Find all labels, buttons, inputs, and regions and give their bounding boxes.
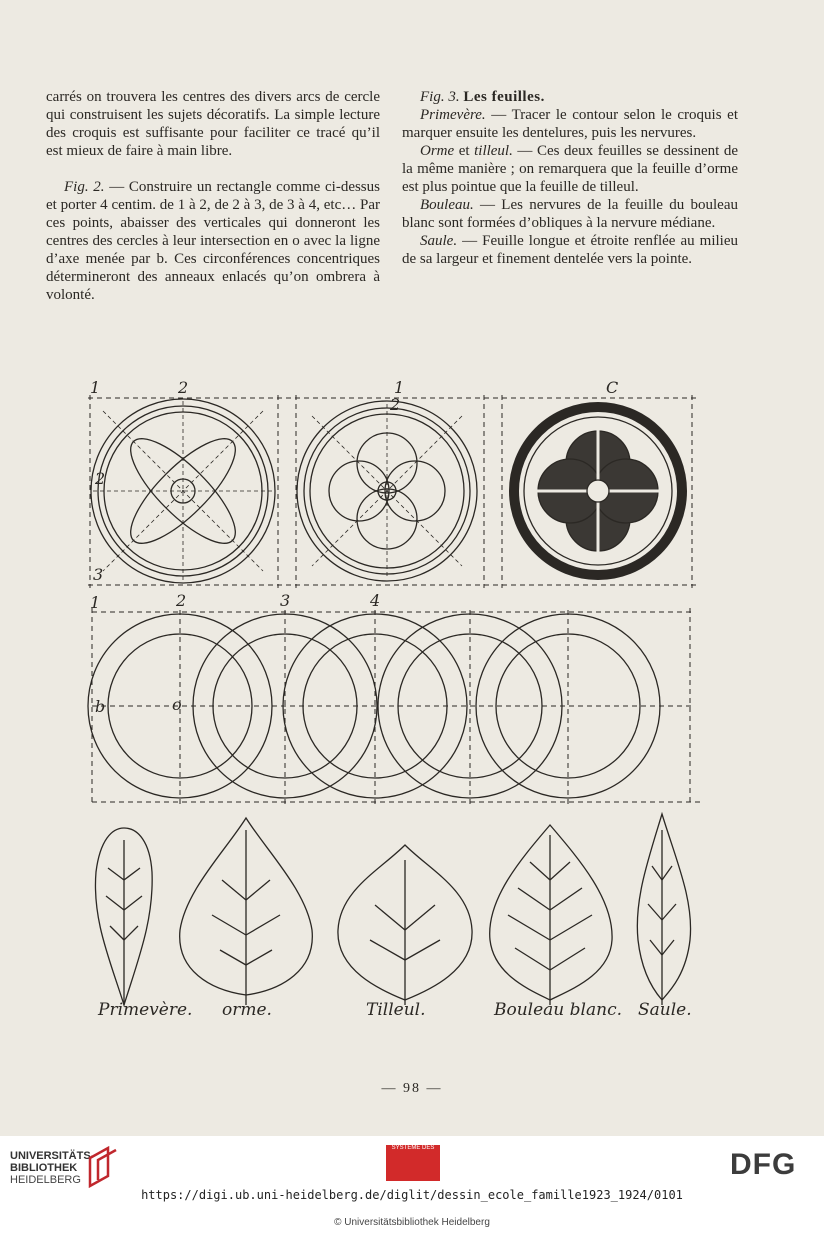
ring-label-b: b bbox=[95, 697, 106, 716]
ub-logo-line-2: BIBLIOTHEK bbox=[10, 1162, 78, 1174]
copyright-notice: © Universitätsbibliothek Heidelberg bbox=[334, 1217, 490, 1228]
ring-label-1: 1 bbox=[90, 593, 101, 612]
rosace3-label-c: C bbox=[606, 378, 619, 397]
rosace-1 bbox=[91, 399, 275, 583]
leaf-tilleul bbox=[338, 845, 472, 1005]
leaf-bouleau bbox=[490, 825, 612, 1005]
rosace2-label-1: 1 bbox=[394, 378, 405, 397]
fig3-title: Les feuilles. bbox=[463, 89, 545, 105]
footer-bar bbox=[0, 1136, 824, 1237]
caption-bouleau: Bouleau blanc. bbox=[494, 1000, 622, 1020]
ub-mark-icon bbox=[82, 1146, 124, 1188]
fig2-label: Fig. 2. bbox=[64, 179, 105, 195]
primevere-paragraph bbox=[402, 106, 738, 142]
saule-text: — Feuille longue et étroite renflée au milieu de sa largeur et finement dentelée vers la pointe. bbox=[402, 233, 738, 267]
orme-paragraph bbox=[402, 142, 738, 196]
bouleau-label: Bouleau. bbox=[420, 197, 474, 213]
tilleul-label: tilleul. bbox=[474, 143, 513, 159]
dfg-logo[interactable]: DFG bbox=[730, 1148, 797, 1181]
center-red-logo[interactable] bbox=[386, 1145, 440, 1181]
rosace-label-1: 1 bbox=[90, 378, 101, 397]
rosace-label-2: 2 bbox=[178, 378, 189, 397]
orme-label: Orme bbox=[420, 143, 455, 159]
ub-heidelberg-logo[interactable] bbox=[10, 1144, 120, 1190]
rosace2-label-2: 2 bbox=[390, 395, 401, 414]
orme-text: — Ces deux feuilles se dessinent de la même manière ; on remarquera que la feuille d’orme est plus pointue que la feuille de tilleul. bbox=[402, 143, 738, 195]
ring-label-o: o bbox=[172, 695, 182, 714]
caption-orme: orme. bbox=[222, 1000, 272, 1020]
bouleau-paragraph bbox=[402, 196, 738, 232]
leaf-primevere bbox=[95, 828, 152, 1005]
ring-label-4: 4 bbox=[370, 591, 381, 610]
fig3-label: Fig. 3. bbox=[420, 89, 460, 105]
fig2-text: — Construire un rectangle comme ci-dessus et porter 4 centim. de 1 à 2, de 2 à 3, de 3 à 4, etc… Par ces points, abaisser des verticales qui donneront les centres des cercles à leur intersection en o avec la ligne d’axe menée par b. Ces circonférences concentriques détermineront des anneaux enlacés qu’on ombrera à volonté. bbox=[46, 179, 380, 303]
ring-label-2: 2 bbox=[176, 591, 187, 610]
caption-tilleul: Tilleul. bbox=[366, 1000, 426, 1020]
permalink-url[interactable]: https://digi.ub.uni-heidelberg.de/diglit/dessin_ecole_famille1923_1924/0101 bbox=[141, 1188, 683, 1202]
right-text-column bbox=[402, 88, 738, 268]
caption-primevere: Primevère. bbox=[98, 1000, 193, 1020]
caption-saule: Saule. bbox=[638, 1000, 692, 1020]
center-logo-text: SYSTÈME DES bbox=[391, 1145, 435, 1151]
primevere-label: Primevère. bbox=[420, 107, 486, 123]
page-number: — 98 — bbox=[381, 1081, 443, 1096]
rosace-2 bbox=[297, 401, 477, 581]
figures-drawing bbox=[0, 370, 824, 1010]
fig2-paragraph bbox=[46, 178, 380, 304]
saule-paragraph bbox=[402, 232, 738, 268]
rosace-label-side-2: 2 bbox=[95, 469, 106, 488]
left-paragraph-1: carrés on trouvera les centres des divers arcs de cercle qui construisent les sujets décoratifs. La simple lecture des croquis est suffisante pour faciliter ce tracé qu’il est mieux de faire à main libre. bbox=[46, 89, 380, 159]
primevere-text: — Tracer le contour selon le croquis et marquer ensuite les dentelures, puis les nervures. bbox=[402, 107, 738, 141]
leaf-orme bbox=[180, 818, 313, 1005]
rosace-3 bbox=[514, 407, 682, 575]
fig3-heading bbox=[402, 88, 738, 106]
saule-label: Saule. bbox=[420, 233, 458, 249]
left-text-column bbox=[46, 88, 380, 304]
leaf-saule bbox=[637, 814, 690, 1005]
orme-and: et bbox=[454, 143, 475, 159]
ub-logo-line-3: HEIDELBERG bbox=[10, 1174, 81, 1186]
rosace-label-3: 3 bbox=[93, 565, 104, 584]
ub-logo-line-1: UNIVERSITÄTS- bbox=[10, 1150, 95, 1162]
bouleau-text: — Les nervures de la feuille du bouleau blanc sont formées d’obliques à la nervure médiane. bbox=[402, 197, 738, 231]
ring-label-3: 3 bbox=[280, 591, 291, 610]
